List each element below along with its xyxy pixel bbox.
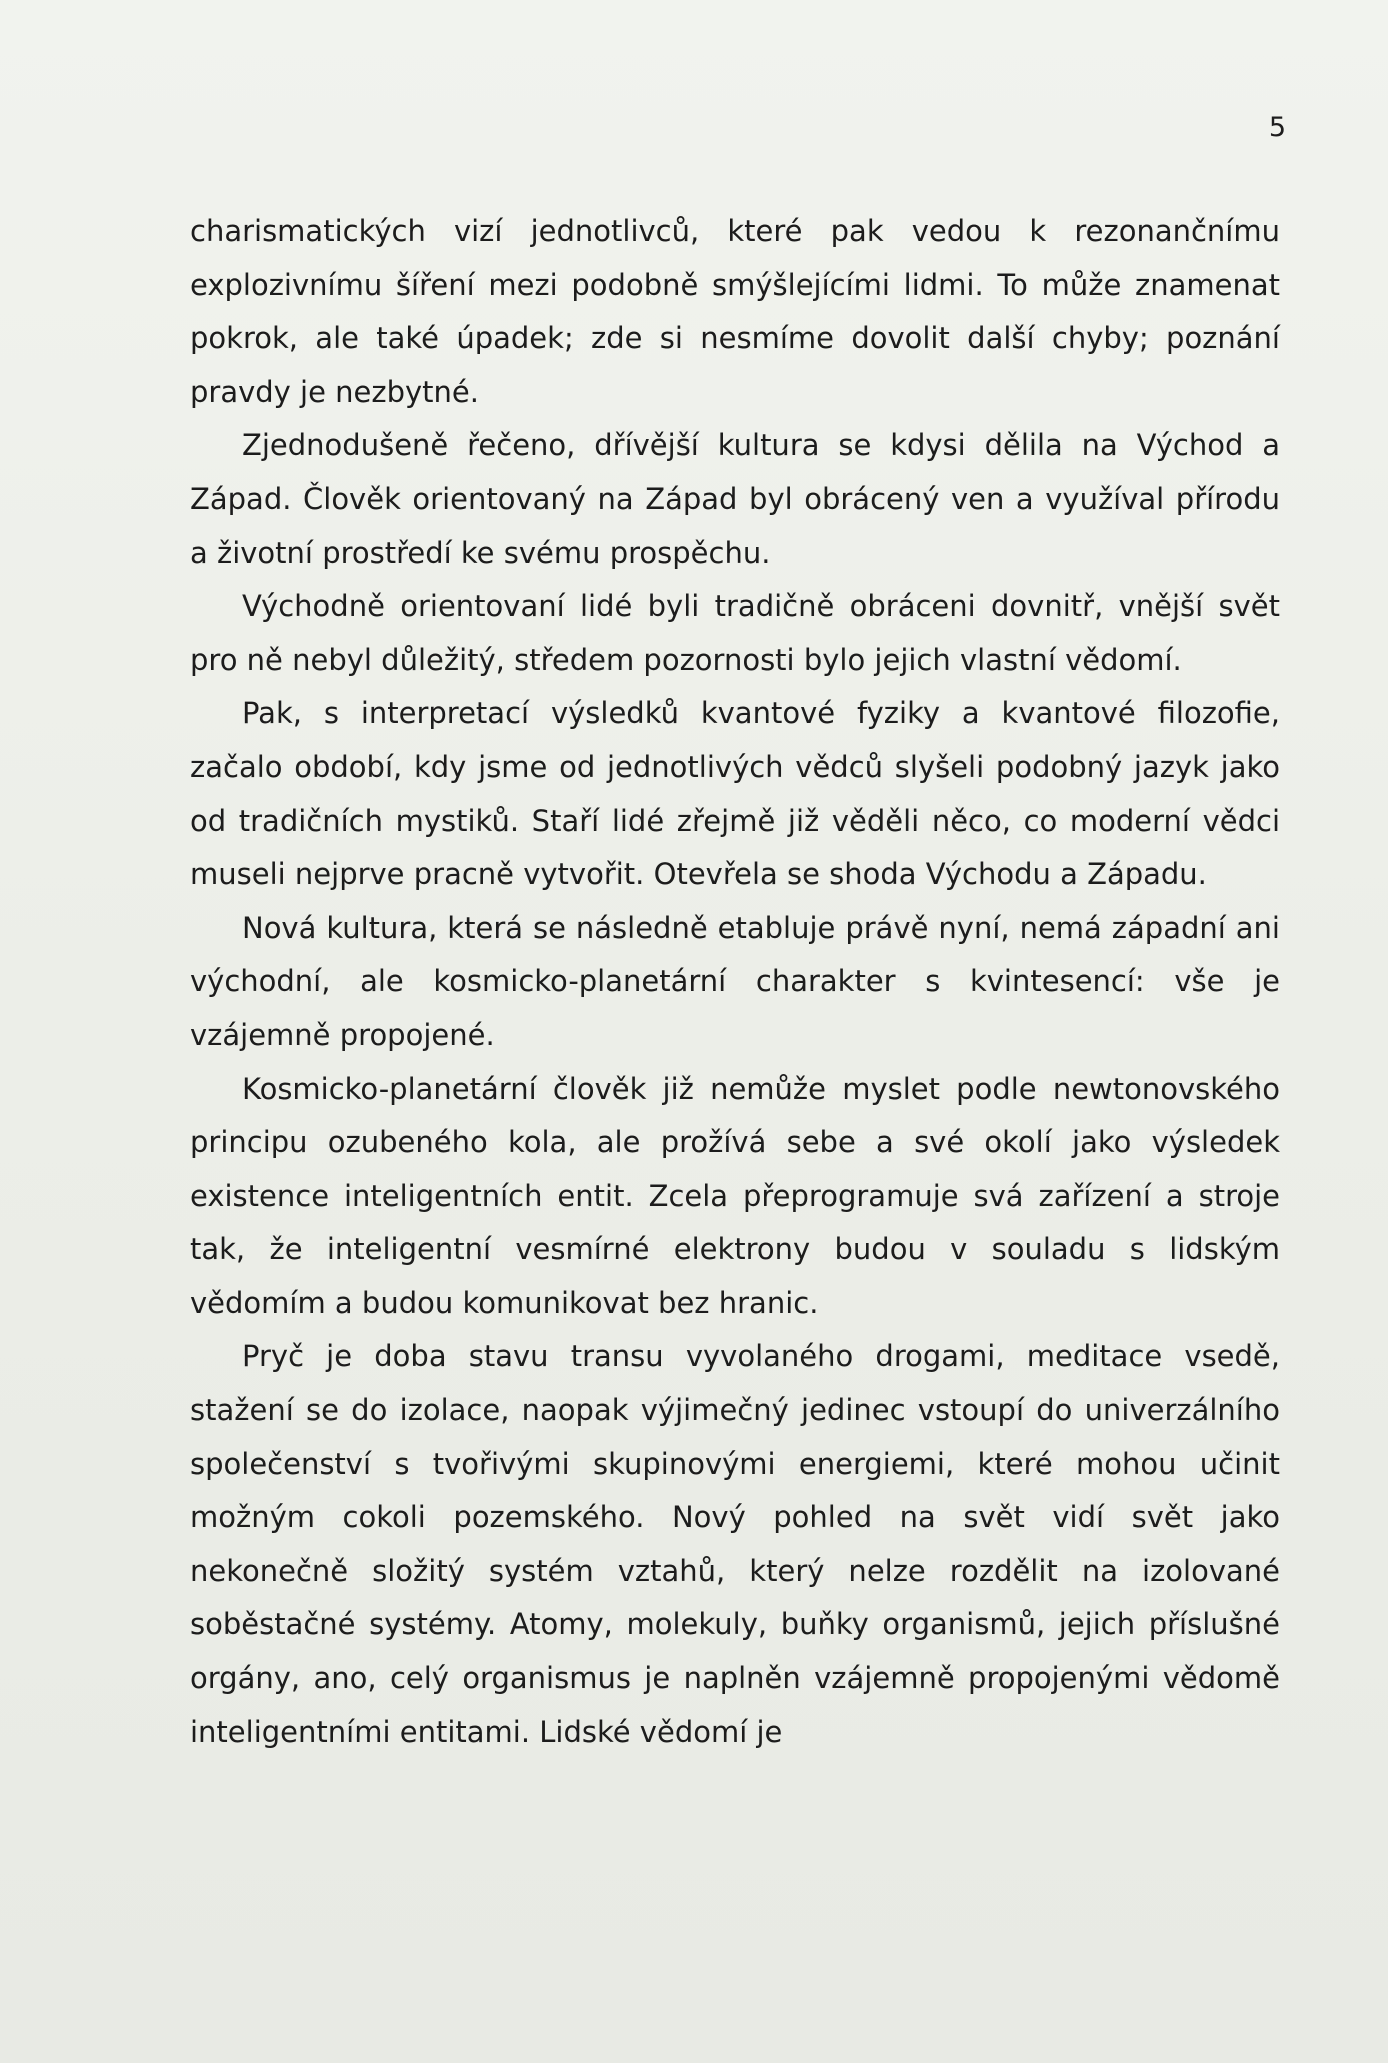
paragraph: Kosmicko-planetární člověk již nemůže myslet podle newtonovského principu ozubeného kola, ale prožívá sebe a své okolí jako výsledek existence inteligentních entit. Zcela přeprogramuje svá zařízení a stroje tak, že inteligentní vesmírné elektrony budou v souladu s lidským vědomím a budou komunikovat bez hranic.: [190, 1071, 1280, 1320]
paragraph: Nová kultura, která se následně etabluje právě nyní, nemá západní ani východní, ale kosmicko-planetární charakter s kvintesencí: vše je vzájemně propojené.: [190, 910, 1280, 1052]
paragraph: Zjednodušeně řečeno, dřívější kultura se kdysi dělila na Východ a Západ. Člověk orientovaný na Západ byl obrácený ven a využíval přírodu a životní prostředí ke svému prospěchu.: [190, 428, 1280, 570]
page-number: 5: [1268, 112, 1286, 143]
paragraph: Pryč je doba stavu transu vyvolaného drogami, meditace vsedě, stažení se do izolace, naopak výjimečný jedinec vstoupí do univerzálního společenství s tvořivými skupinovými energiemi, které mohou učinit možným cokoli pozemského. Nový pohled na svět vidí svět jako nekonečně složitý systém vztahů, který nelze rozdělit na izolované soběstačné systémy. Atomy, molekuly, buňky organismů, jejich příslušné orgány, ano, celý organismus je naplněn vzájemně propojenými vědomě inteligentními entitami. Lidské vědomí je: [190, 1339, 1280, 1749]
paragraph: Pak, s interpretací výsledků kvantové fyziky a kvantové filozofie, začalo období, kdy jsme od jednotlivých vědců slyšeli podobný jazyk jako od tradičních mystiků. Staří lidé zřejmě již věděli něco, co moderní vědci museli nejprve pracně vytvořit. Otevřela se shoda Východu a Západu.: [190, 696, 1280, 892]
paragraph: charismatických vizí jednotlivců, které pak vedou k rezonančnímu explozivnímu šíření mezi podobně smýšlejícími lidmi. To může znamenat pokrok, ale také úpadek; zde si nesmíme dovolit další chyby; poznání pravdy je nezbytné.: [190, 214, 1280, 409]
body-text: [190, 205, 1280, 1759]
paragraph: Východně orientovaní lidé byli tradičně obráceni dovnitř, vnější svět pro ně nebyl důležitý, středem pozornosti bylo jejich vlastní vědomí.: [190, 589, 1280, 677]
